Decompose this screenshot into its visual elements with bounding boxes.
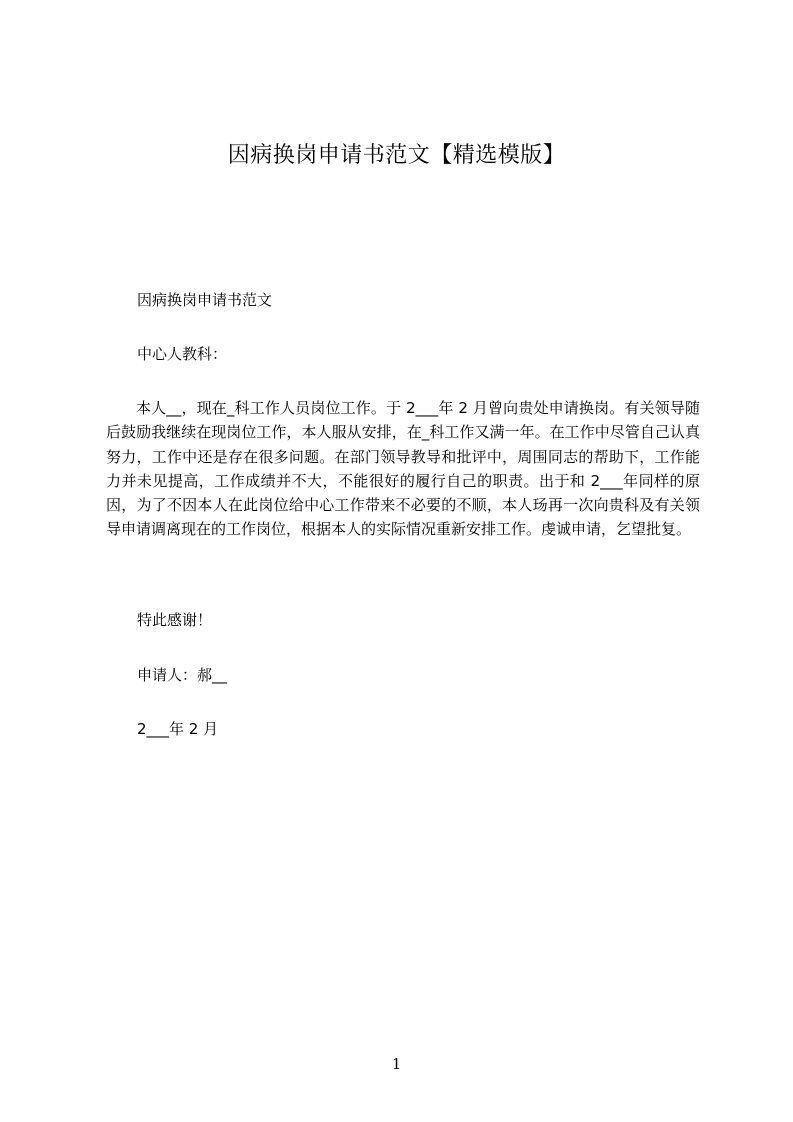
page-number: 1: [391, 1055, 402, 1073]
applicant-signature: 申请人：郝__: [137, 666, 228, 684]
closing-thanks: 特此感谢！: [137, 611, 213, 629]
salutation: 中心人教科：: [137, 345, 228, 363]
application-date: 2___年 2 月: [137, 720, 219, 738]
document-subtitle: 因病换岗申请书范文: [137, 291, 273, 309]
document-title: 因病换岗申请书范文【精选模版】: [227, 143, 566, 168]
body-paragraph: 本人__，现在_科工作人员岗位工作。于 2___年 2 月曾向贵处申请换岗。有关领导随后鼓励我继续在现岗位工作，本人服从安排，在_科工作又满一年。在工作中尽管自己认真努力，工作中还是存在很多问题。在部门领导教导和批评中，周围同志的帮助下，工作能力并未见提高，工作成绩并不大，不能很好的履行自己的职责。出于和 2___年同样的原因，为了不因本人在此岗位给中心工作带来不必要的不顺，本人玚再一次向贵科及有关领导申请调离现在的工作岗位，根据本人的实际情况重新安排工作。虔诚申请，乞望批复。: [106, 399, 700, 539]
